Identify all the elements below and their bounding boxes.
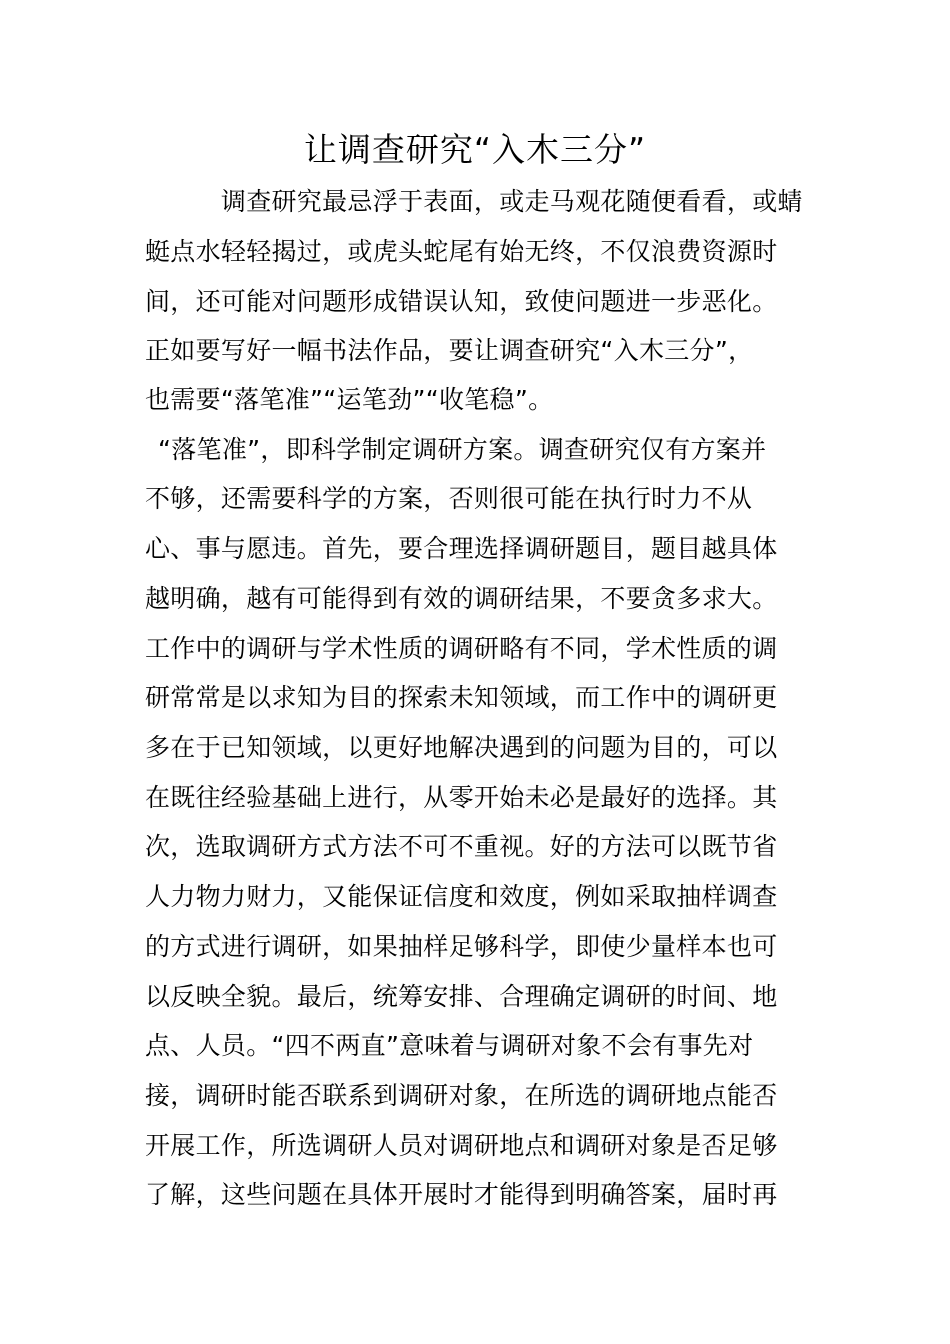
- paragraph-line-6: “落笔准”，即科学制定调研方案。调查研究仅有方案并: [158, 435, 767, 464]
- document-title: 让调查研究“入木三分”: [303, 130, 647, 169]
- paragraph-line-21: 了解，这些问题在具体开展时才能得到明确答案，届时再: [145, 1180, 778, 1209]
- paragraph-line-1: 调查研究最忌浮于表面，或走马观花随便看看，或蜻: [145, 187, 803, 216]
- paragraph-line-14: 次，选取调研方式方法不可不重视。好的方法可以既节省: [145, 832, 778, 861]
- paragraph-line-2: 蜓点水轻轻揭过，或虎头蛇尾有始无终，不仅浪费资源时: [145, 237, 778, 266]
- paragraph-line-5: 也需要“落笔准”“运笔劲”“收笔稳”。: [145, 385, 554, 414]
- paragraph-line-20: 开展工作，所选调研人员对调研地点和调研对象是否足够: [145, 1131, 778, 1160]
- paragraph-line-4: 正如要写好一幅书法作品，要让调查研究“入木三分”，: [145, 336, 754, 365]
- paragraph-line-17: 以反映全貌。最后，统筹安排、合理确定调研的时间、地: [145, 982, 778, 1011]
- paragraph-line-16: 的方式进行调研，如果抽样足够科学，即使少量样本也可: [145, 932, 778, 961]
- paragraph-line-3: 间，还可能对问题形成错误认知，致使问题进一步恶化。: [145, 287, 778, 316]
- paragraph-line-15: 人力物力财力，又能保证信度和效度，例如采取抽样调查: [145, 882, 778, 911]
- paragraph-line-9: 越明确，越有可能得到有效的调研结果，不要贪多求大。: [145, 584, 778, 613]
- paragraph-line-7: 不够，还需要科学的方案，否则很可能在执行时力不从: [145, 484, 753, 513]
- paragraph-line-13: 在既往经验基础上进行，从零开始未必是最好的选择。其: [145, 783, 778, 812]
- paragraph-line-11: 研常常是以求知为目的探索未知领域，而工作中的调研更: [145, 683, 778, 712]
- paragraph-line-12: 多在于已知领域，以更好地解决遇到的问题为目的，可以: [145, 733, 778, 762]
- paragraph-line-10: 工作中的调研与学术性质的调研略有不同，学术性质的调: [145, 634, 778, 663]
- paragraph-line-18: 点、人员。“四不两直”意味着与调研对象不会有事先对: [145, 1031, 754, 1060]
- paragraph-line-19: 接，调研时能否联系到调研对象，在所选的调研地点能否: [145, 1081, 778, 1110]
- paragraph-line-8: 心、事与愿违。首先，要合理选择调研题目，题目越具体: [145, 534, 778, 563]
